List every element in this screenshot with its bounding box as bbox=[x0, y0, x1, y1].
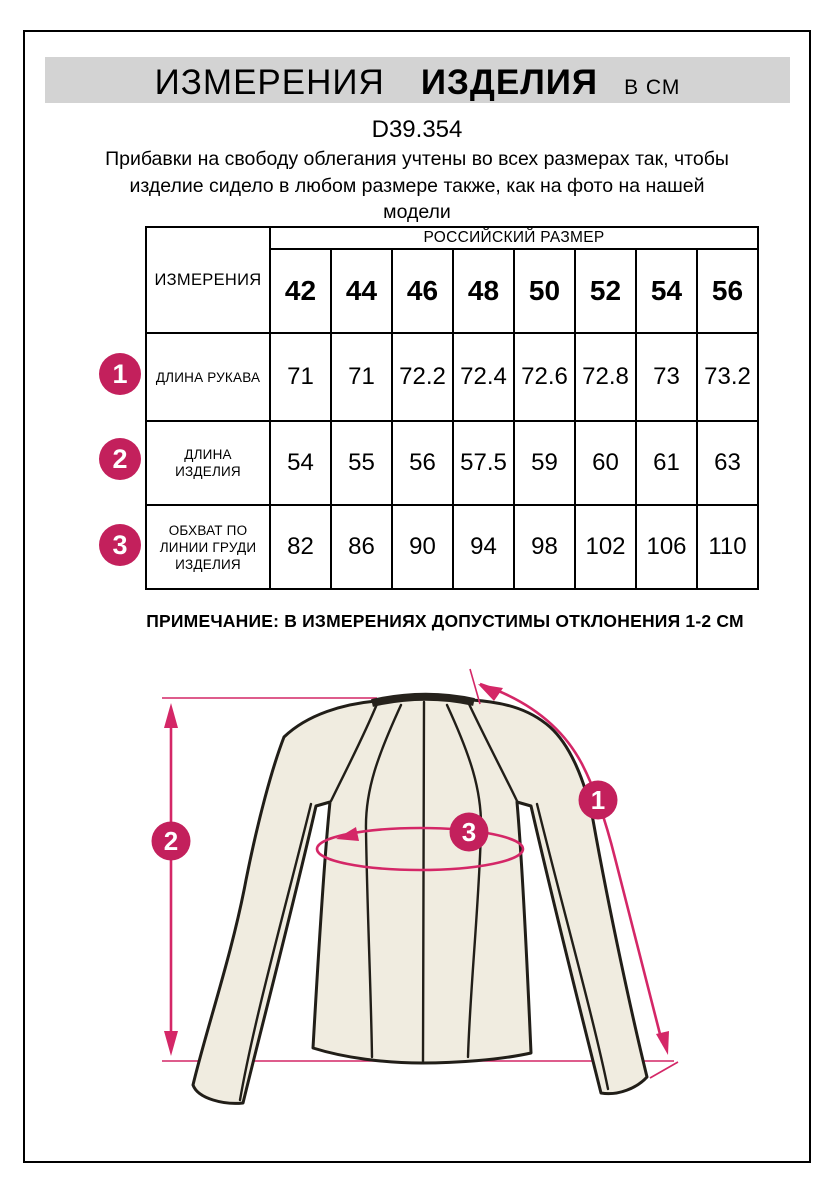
center-back-seam bbox=[423, 702, 424, 1062]
value-cell: 72.8 bbox=[575, 333, 636, 421]
fit-description-line: изделие сидело в любом размере также, как на фото на нашей bbox=[129, 174, 705, 197]
measurements-header-cell: ИЗМЕРЕНИЯ bbox=[146, 227, 270, 333]
table-row-garment-length bbox=[146, 421, 758, 505]
value-cell: 56 bbox=[392, 421, 453, 505]
row-label: ДЛИНА ИЗДЕЛИЯ bbox=[146, 421, 270, 505]
size-cell: 42 bbox=[270, 249, 331, 333]
value-cell: 90 bbox=[392, 505, 453, 589]
value-cell: 73 bbox=[636, 333, 697, 421]
value-cell: 61 bbox=[636, 421, 697, 505]
table-row-chest-girth bbox=[146, 505, 758, 589]
row-number-badge-1 bbox=[99, 353, 141, 395]
diagram-badge-chest bbox=[450, 813, 489, 852]
value-cell: 94 bbox=[453, 505, 514, 589]
product-code: D39.354 bbox=[371, 116, 463, 143]
value-cell: 57.5 bbox=[453, 421, 514, 505]
row-number-badge-3 bbox=[99, 524, 141, 566]
value-cell: 63 bbox=[697, 421, 758, 505]
diagram-badge-sleeve bbox=[579, 781, 618, 820]
value-cell: 98 bbox=[514, 505, 575, 589]
title-accent: ИЗДЕЛИЯ bbox=[420, 63, 599, 102]
tolerance-note: ПРИМЕЧАНИЕ: В ИЗМЕРЕНИЯХ ДОПУСТИМЫ ОТКЛОНЕНИЯ 1-2 СМ bbox=[146, 611, 744, 631]
value-cell: 86 bbox=[331, 505, 392, 589]
fit-description-line: модели bbox=[383, 201, 451, 223]
fit-description-line: Прибавки на свободу облегания учтены во всех размерах так, чтобы bbox=[105, 148, 729, 170]
value-cell: 55 bbox=[331, 421, 392, 505]
size-cell: 54 bbox=[636, 249, 697, 333]
garment-diagram bbox=[0, 640, 834, 1200]
value-cell: 82 bbox=[270, 505, 331, 589]
value-cell: 71 bbox=[270, 333, 331, 421]
value-cell: 73.2 bbox=[697, 333, 758, 421]
value-cell: 110 bbox=[697, 505, 758, 589]
size-cell: 48 bbox=[453, 249, 514, 333]
value-cell: 72.2 bbox=[392, 333, 453, 421]
value-cell: 59 bbox=[514, 421, 575, 505]
diagram-badge-number: 1 bbox=[590, 785, 606, 815]
badge-number: 3 bbox=[112, 529, 128, 560]
size-cell: 56 bbox=[697, 249, 758, 333]
diagram-badge-number: 3 bbox=[461, 817, 477, 847]
diagram-badge-number: 2 bbox=[163, 826, 179, 856]
value-cell: 72.4 bbox=[453, 333, 514, 421]
row-number-badge-2 bbox=[99, 438, 141, 480]
value-cell: 71 bbox=[331, 333, 392, 421]
value-cell: 72.6 bbox=[514, 333, 575, 421]
size-cell: 50 bbox=[514, 249, 575, 333]
header-band bbox=[45, 57, 790, 103]
size-cell: 52 bbox=[575, 249, 636, 333]
value-cell: 106 bbox=[636, 505, 697, 589]
value-cell: 54 bbox=[270, 421, 331, 505]
badge-number: 1 bbox=[112, 358, 128, 389]
title-units: В СМ bbox=[624, 76, 681, 99]
fit-description bbox=[0, 146, 834, 226]
size-cell: 44 bbox=[331, 249, 392, 333]
table-row-sleeve-length bbox=[146, 333, 758, 421]
row-label: ДЛИНА РУКАВА bbox=[146, 333, 270, 421]
badge-number: 2 bbox=[112, 443, 128, 474]
russian-size-header-cell: РОССИЙСКИЙ РАЗМЕР bbox=[270, 227, 758, 249]
value-cell: 60 bbox=[575, 421, 636, 505]
size-table bbox=[145, 226, 759, 590]
row-label: ОБХВАТ ПО ЛИНИИ ГРУДИ ИЗДЕЛИЯ bbox=[146, 505, 270, 589]
size-cell: 46 bbox=[392, 249, 453, 333]
diagram-badge-length bbox=[152, 822, 191, 861]
size-table-group-row bbox=[146, 227, 758, 249]
value-cell: 102 bbox=[575, 505, 636, 589]
title-main: ИЗМЕРЕНИЯ bbox=[154, 63, 385, 102]
